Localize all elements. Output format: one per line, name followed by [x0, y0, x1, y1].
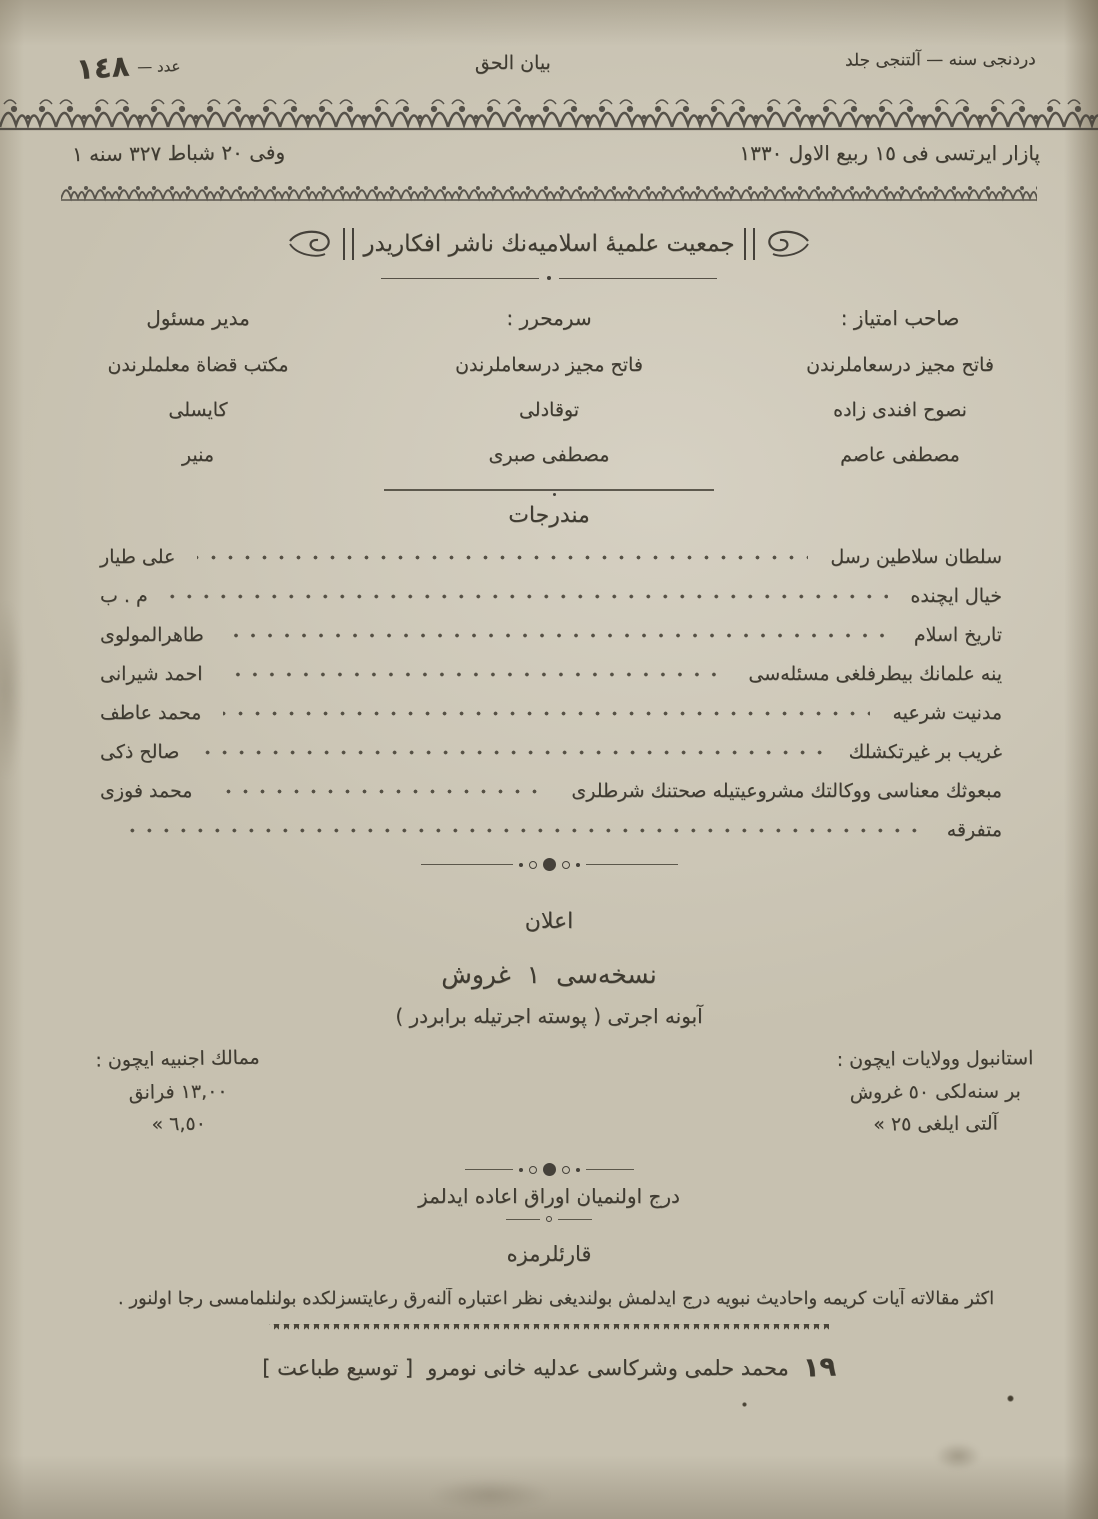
- role-label: صاحب امتياز :: [840, 306, 960, 330]
- dot-leader: [201, 748, 826, 757]
- dot-leader: [214, 787, 549, 796]
- readers-note: اكثر مقالاته آيات كريمه واحاديث نبويه درج ايدلمش بولنديغى نظر اعتباره آلنه‌رق رعايتسزلكده بولنلمامسى رجا اولنور .: [117, 1288, 995, 1309]
- contents-row: [100, 585, 1002, 607]
- affiliation: فاتح مجيز درسعاملرندن: [806, 354, 994, 376]
- double-bar-ornament: [343, 228, 354, 260]
- person-epithet: نصوح افندى زاده: [833, 399, 967, 421]
- affiliation: فاتح مجيز درسعاملرندن: [455, 354, 643, 376]
- issue-label: عدد —: [136, 57, 181, 76]
- printer-label: [ توسيع طباعت ]: [262, 1355, 414, 1380]
- article-author: طاهرالمولوى: [100, 624, 204, 646]
- contents-row: [100, 819, 1002, 841]
- concession-holder-column: [790, 306, 1010, 489]
- foreign-heading: ممالك اجنبيه ايچون :: [95, 1046, 260, 1072]
- dot-leader: [170, 592, 889, 601]
- imprint-line: [0, 1352, 1098, 1383]
- contents-row: [100, 741, 1002, 763]
- article-author: صالح ذكى: [100, 741, 180, 763]
- domestic-annual-price: بر سنه‌لكى ٥٠ غروش: [850, 1080, 1022, 1104]
- society-line: [0, 228, 1098, 260]
- domestic-prices: [837, 1047, 1034, 1146]
- article-title: ينه علمانك بيطرفلغى مسئله‌سى: [748, 663, 1002, 685]
- flourish-icon: [764, 228, 810, 260]
- date-line: [0, 132, 1098, 165]
- article-title: مبعوثك معناسى ووكالتك مشروعيتيله صحتنك شرطلرى: [571, 780, 1002, 802]
- person-name: مصطفى عاصم: [840, 444, 960, 466]
- foreign-prices: [95, 1047, 261, 1147]
- building-number: ١٩: [802, 1351, 837, 1384]
- domestic-six-month-price: آلتى ايلغى ٢٥ »: [873, 1112, 999, 1136]
- chief-editor-column: [439, 306, 659, 489]
- dot-leader: [122, 826, 925, 835]
- readers-heading: قارئلرمزه: [506, 1242, 592, 1266]
- article-title: خيال ايچنده: [910, 585, 1002, 607]
- affiliation: مكتب قضاة معلملرندن: [107, 354, 289, 376]
- responsible-director-column: [88, 306, 308, 489]
- role-label: سرمحرر :: [506, 306, 592, 330]
- foreign-six-month-price: ٦,٥٠ »: [151, 1112, 206, 1136]
- contents-row: [100, 546, 1002, 568]
- issue-number: ١٤٨: [74, 48, 131, 87]
- article-title: تاريخ اسلام: [913, 624, 1002, 646]
- rumi-date: وفى ٢٠ شباط ٣٢٧ سنه ١: [71, 139, 286, 167]
- announcement-heading: اعلان: [524, 909, 574, 934]
- contents-heading: مندرجات: [508, 503, 590, 528]
- contents-row: [100, 624, 1002, 646]
- ornamental-band-top: [0, 96, 1098, 132]
- masthead-columns: [88, 306, 1010, 489]
- ornament-divider: [384, 858, 714, 871]
- role-label: مدير مسئول: [146, 306, 250, 330]
- article-author: م . ب: [100, 585, 148, 607]
- hijri-date: پازار ايرتسى فى ١٥ ربيع الاول ١٣٣٠: [739, 141, 1040, 165]
- ornamental-band-thin: [61, 180, 1037, 202]
- paper-smudge: [935, 1442, 981, 1470]
- title-underline-rule: [381, 276, 717, 280]
- person-name: منير: [181, 444, 215, 466]
- article-author: على طيار: [100, 546, 176, 568]
- person-epithet: توقادلى: [518, 399, 580, 421]
- copy-price: نسخه‌سى ١ غروش: [441, 960, 657, 989]
- ink-spot: [1007, 1395, 1014, 1402]
- section-rule: [384, 489, 714, 491]
- return-notice: درج اولنميان اوراق اعاده ايدلمز: [418, 1184, 680, 1208]
- flourish-icon: [288, 228, 334, 260]
- volume-year-label: دردنجى سنه — آلتنجى جلد: [845, 49, 1037, 71]
- article-author: محمد عاطف: [100, 702, 202, 724]
- article-author: محمد فوزى: [100, 780, 193, 802]
- article-author: احمد شيرانى: [100, 663, 203, 685]
- ink-spot: [742, 1402, 747, 1407]
- foreign-annual-price: ١٣,٠٠ فرانق: [128, 1080, 228, 1104]
- dot-leader: [223, 709, 870, 718]
- contents-row: [100, 663, 1002, 685]
- article-title: غريب بر غيرتكشلك: [848, 741, 1002, 763]
- contents-row: [100, 780, 1002, 802]
- paper-stain: [430, 1478, 550, 1512]
- dot-leader: [225, 670, 727, 679]
- subscription-note: آبونه اجرتى ( پوسته اجرتيله برابردر ): [395, 1004, 703, 1028]
- dot-leader: [197, 553, 808, 562]
- contents-row: [100, 702, 1002, 724]
- issue-number-block: [76, 49, 181, 85]
- publisher-address: محمد حلمى وشركاسى عدليه خانى نومرو: [427, 1355, 789, 1380]
- article-title: سلطان سلاطين رسل: [830, 546, 1002, 568]
- contents-list: [100, 546, 1002, 841]
- top-header: [0, 0, 1098, 87]
- paper-stain: [0, 600, 24, 780]
- zigzag-rule: [269, 1324, 829, 1332]
- ornament-divider-small: [489, 1216, 609, 1222]
- magazine-title: بيان الحق: [474, 52, 551, 74]
- subscription-price-columns: [96, 1048, 1034, 1145]
- article-title: متفرقه: [946, 819, 1002, 841]
- society-publisher-text: جمعيت علميهٔ اسلاميه‌نك ناشر افكاريدر: [363, 231, 735, 257]
- person-epithet: كايسلى: [168, 399, 228, 421]
- domestic-heading: استانبول وولايات ايچون :: [836, 1047, 1034, 1071]
- double-bar-ornament: [744, 228, 755, 260]
- dot-leader: [226, 631, 892, 640]
- ornament-divider: [434, 1163, 664, 1176]
- article-title: مدنيت شرعيه: [892, 702, 1002, 724]
- person-name: مصطفى صبرى: [488, 444, 610, 466]
